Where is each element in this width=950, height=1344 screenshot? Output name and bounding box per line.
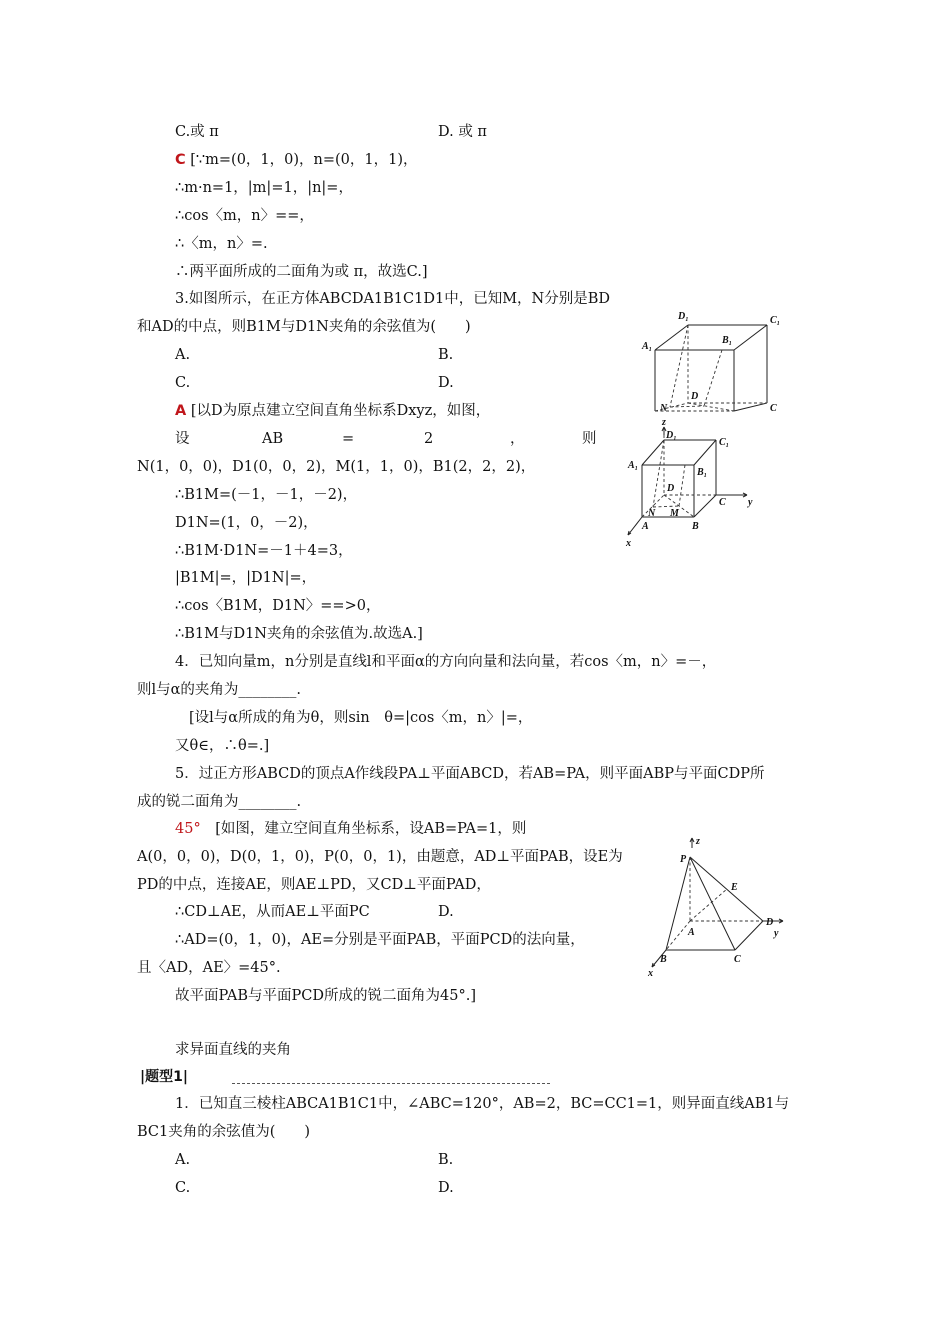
q5-solution-line-4a: ∴CD⊥AE，从而AE⊥平面PC [175,904,370,920]
q4-solution-line-2: 又θ∈，∴θ=.] [175,738,270,754]
pyramid-figure [640,832,790,977]
q3-solution-line-7: |B1M|=，|D1N|=， [175,570,317,586]
fig1-label-d1: D₁ [678,311,689,322]
q3-solution-line-1 [175,401,490,421]
q5-solution-line-5: ∴AD=(0，1，0)，AE=分别是平面PAB，平面PCD的法向量， [175,932,585,948]
fig2-label-n: N [648,508,656,519]
q3-solution-line-6: ∴B1M·D1N=－1＋4=3， [175,543,353,559]
q3-option-b: B. [438,347,454,363]
fig3-label-b: B [660,954,667,965]
q3-solution-text-1: [以D为原点建立空间直角坐标系Dxyz，如图， [190,403,491,419]
q3-stem-line-1: 3.如图所示，在正方体ABCDA1B1C1D1中，已知M，N分别是BD [175,291,611,307]
fig3-label-z: z [696,836,700,847]
fig3-label-e: E [731,882,738,893]
q4-stem-line-1: 4．已知向量m，n分别是直线l和平面α的方向向量和法向量，若cos〈m，n〉=－， [175,654,717,670]
p1-option-d: D. [438,1180,454,1196]
q2-solution-line-3: ∴cos〈m，n〉==， [175,208,314,224]
fig2-label-y: y [748,497,753,508]
fig1-label-n: N [660,403,668,414]
fig3-label-a: A [688,927,695,938]
p1-stem-line-2: BC1夹角的余弦值为( ) [137,1124,311,1140]
q4-solution-line-1: [设l与α所成的角为θ，则sin θ=|cos〈m，n〉|=， [189,710,533,726]
q3-s2-a: 设 [175,431,190,447]
p1-stem-line-1: 1．已知直三棱柱ABCA1B1C1中，∠ABC=120°，AB=2，BC=CC1=1，则异面直线AB1与 [175,1096,790,1112]
q4-stem-line-2: 则l与α的夹角为________. [137,682,302,698]
q5-solution-line-7: 故平面PAB与平面PCD所成的锐二面角为45°.] [175,988,476,1004]
p1-option-a: A. [175,1152,191,1168]
q5-answer: 45° [175,821,201,837]
fig2-label-z: z [662,417,666,428]
fig3-label-x: x [648,968,653,977]
q5-stem-line-1: 5．过正方形ABCD的顶点A作线段PA⊥平面ABCD，若AB=PA，则平面ABP与平面CDP所 [175,766,765,782]
q3-solution-line-9: ∴B1M与D1N夹角的余弦值为.故选A.] [175,626,423,642]
q3-solution-line-8: ∴cos〈B1M，D1N〉==>0， [175,598,381,614]
q2-solution-line-2: ∴m·n=1，|m|=1，|n|=， [175,180,353,196]
q3-solution-line-4: ∴B1M=(－1，－1，－2)， [175,487,358,503]
q5-solution-line-3: PD的中点，连接AE，则AE⊥PD，又CD⊥平面PAD， [137,877,491,893]
p1-option-b: B. [438,1152,454,1168]
fig2-label-a: A [642,521,649,532]
fig2-label-x: x [626,538,631,549]
q5-solution-line-2: A(0，0，0)，D(0，1，0)，P(0，0，1)，由题意，AD⊥平面PAB，设E为 [137,849,623,865]
q3-solution-line-5: D1N=(1，0，－2)， [175,515,318,531]
q3-option-a: A. [175,347,191,363]
q5-stem-line-2: 成的锐二面角为________. [137,794,302,810]
q2-option-c: C.或 π [175,124,219,140]
q3-s2-b: AB [262,431,284,447]
fig2-label-b: B [692,521,699,532]
section-title: 求异面直线的夹角 [175,1042,291,1058]
fig3-label-p: P [680,854,687,865]
q2-option-d: D. 或 π [438,124,487,140]
q5-solution-line-6: 且〈AD，AE〉=45°. [137,960,281,976]
fig1-label-a1: A₁ [642,341,653,352]
q3-solution-line-3: N(1，0，0)，D1(0，0，2)，M(1，1，0)，B1(2，2，2)， [137,459,536,475]
q5-solution-text-1: [如图，建立空间直角坐标系，设AB=PA=1，则 [215,821,527,837]
fig3-label-d: D [766,917,774,928]
fig3-label-c: C [734,954,741,965]
section-divider [232,1083,550,1084]
fig2-label-c1: C₁ [719,437,730,448]
q3-stem-line-2: 和AD的中点，则B1M与D1N夹角的余弦值为( ) [137,319,471,335]
fig1-label-c1: C₁ [770,315,781,326]
fig2-label-d1: D₁ [666,430,677,441]
q5-solution-line-4b: D. [438,904,454,920]
fig2-label-a1: A₁ [628,460,639,471]
q2-answer: C [175,152,186,168]
q2-solution-text-1: [∵m=(0，1，0)，n=(0，1，1)， [190,152,418,168]
q3-option-c: C. [175,375,191,391]
fig1-label-d: D [691,391,699,402]
section-tag: |题型1| [140,1069,188,1085]
q3-s2-f: 则 [582,431,597,447]
fig3-label-y: y [774,928,779,939]
fig2-label-c: C [719,497,726,508]
q3-option-d: D. [438,375,454,391]
q3-s2-d: 2 [424,431,434,447]
q2-solution-line-1 [175,150,418,170]
fig1-label-c: C [770,403,777,414]
q3-s2-c: = [342,431,355,447]
q2-solution-line-5: ∴两平面所成的二面角为或 π，故选C.] [175,264,428,280]
fig2-label-d: D [667,483,675,494]
q2-solution-line-4: ∴〈m，n〉=. [175,236,268,252]
p1-option-c: C. [175,1180,191,1196]
q3-s2-e: ， [510,431,525,447]
cube-figure-2 [620,415,760,550]
cube-figure-1 [636,305,796,417]
fig2-label-m: M [670,508,679,519]
q3-answer: A [175,403,187,419]
fig1-label-b1: B₁ [722,335,733,346]
q5-solution-line-1 [175,819,526,839]
fig2-label-b1: B₁ [697,467,708,478]
